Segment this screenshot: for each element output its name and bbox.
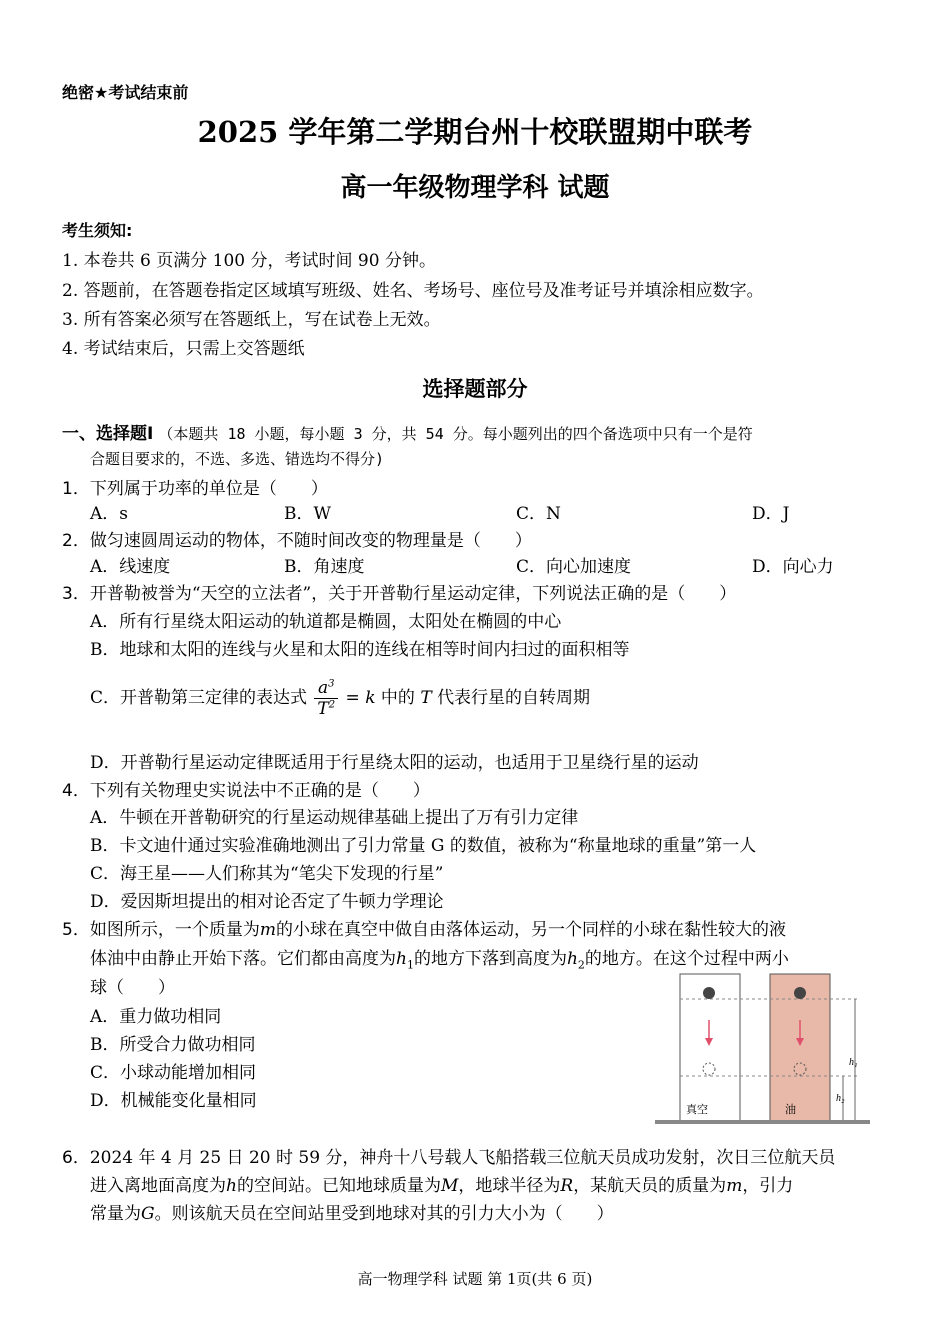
question-stem: 做匀速圆周运动的物体，不随时间改变的物理量是（ ）: [89, 531, 532, 551]
question-text: 的地方下落到高度为: [413, 949, 567, 969]
ball-vacuum: [703, 987, 715, 999]
question-text: 的小球在真空中做自由落体运动，另一个同样的小球在黏性较大的液: [275, 920, 786, 940]
option-c: C．海王星——人们称其为“笔尖下发现的行星”: [90, 864, 444, 884]
option-d: D．机械能变化量相同: [90, 1091, 257, 1111]
var-h: h: [226, 1176, 237, 1196]
exam-title: 2025 学年第二学期台州十校联盟期中联考: [197, 115, 753, 149]
question-number: 2．: [62, 531, 90, 551]
falling-ball-figure: [650, 968, 880, 1128]
option-d: D．开普勒行星运动定律既适用于行星绕太阳的运动，也适用于卫星绕行星的运动: [90, 753, 699, 773]
option-a: A．所有行星绕太阳运动的轨道都是椭圆，太阳处在椭圆的中心: [90, 612, 562, 632]
question-1: [62, 474, 328, 499]
ground: [655, 1120, 870, 1124]
option-c-text: 代表行星的自转周期: [437, 688, 591, 708]
question-5-line3: 球（ ）: [90, 978, 175, 998]
fraction-numerator: a: [318, 678, 329, 698]
question-stem: 下列属于功率的单位是（ ）: [89, 479, 328, 499]
question-6-line2: [90, 1171, 793, 1196]
option-c: C．小球动能增加相同: [90, 1063, 257, 1083]
option-b: B．角速度: [284, 557, 365, 577]
question-4: [62, 776, 430, 801]
part-header: [62, 419, 753, 444]
option-d: D．J: [752, 504, 790, 524]
fraction-denominator: T: [317, 699, 329, 719]
option-b: B．W: [284, 504, 331, 524]
option-a: A．s: [90, 504, 129, 524]
option-d: D．爱因斯坦提出的相对论否定了牛顿力学理论: [90, 892, 444, 912]
var-h: h: [566, 949, 578, 969]
option-c: C．向心加速度: [516, 557, 632, 577]
var-h: h: [396, 949, 407, 969]
oil-label: 油: [785, 1103, 796, 1116]
option-c-text: 中的: [380, 688, 415, 708]
question-text: 进入离地面高度为: [90, 1176, 226, 1196]
option-c: [90, 678, 590, 719]
vacuum-label: 真空: [686, 1103, 708, 1116]
question-2: [62, 526, 532, 551]
subscript: 1: [406, 958, 414, 972]
denominator-exponent: 2: [328, 699, 336, 711]
question-6-line3: [90, 1199, 614, 1224]
option-c-text: C．开普勒第三定律的表达式: [90, 688, 308, 708]
option-b: B．所受合力做功相同: [90, 1035, 256, 1055]
var-G: G: [141, 1204, 155, 1224]
question-text: 的空间站。已知地球质量为: [236, 1176, 441, 1196]
var-m: m: [259, 920, 276, 940]
question-text: 如图所示，一个质量为: [89, 920, 260, 940]
question-text: ，地球半径为: [458, 1176, 561, 1196]
page-footer: 高一物理学科 试题 第 1页(共 6 页): [357, 1270, 593, 1288]
question-text: 常量为: [90, 1204, 141, 1224]
question-text: 。则该航天员在空间站里受到地球对其的引力大小为（ ）: [154, 1204, 614, 1224]
h1-label: h₁: [849, 1057, 858, 1068]
question-stem: 下列有关物理史实说法中不正确的是（ ）: [89, 781, 430, 801]
var-M: M: [440, 1176, 459, 1196]
part-instruction: （本题共 18 小题，每小题 3 分，共 54 分。每小题列出的四个备选项中只有一个是符: [158, 425, 753, 443]
question-6: [62, 1143, 835, 1168]
question-text: 体油中由静止开始下落。它们都由高度为: [90, 949, 396, 969]
option-a: A．牛顿在开普勒研究的行星运动规律基础上提出了万有引力定律: [90, 808, 579, 828]
question-text: ，某航天员的质量为: [573, 1176, 727, 1196]
notice-item: 2. 答题前，在答题卷指定区域填写班级、姓名、考场号、座位号及准考证号并填涂相应数字。: [62, 281, 764, 301]
question-number: 6．: [62, 1148, 90, 1168]
h2-label: h₂: [836, 1093, 845, 1104]
kepler-fraction: [314, 678, 338, 719]
question-number: 4．: [62, 781, 90, 801]
question-5: [62, 915, 786, 940]
option-a: A．重力做功相同: [90, 1007, 222, 1027]
option-c: C．N: [516, 504, 561, 524]
var-m: m: [726, 1176, 743, 1196]
part-label: 一、选择题Ⅰ: [62, 424, 154, 444]
notice-item: 1. 本卷共 6 页满分 100 分，考试时间 90 分钟。: [62, 251, 436, 271]
numerator-exponent: 3: [328, 678, 335, 690]
subscript: 2: [577, 958, 585, 972]
question-3: [62, 579, 736, 604]
equals-k: = k: [345, 688, 376, 708]
question-number: 3．: [62, 584, 90, 604]
notice-heading: 考生须知:: [62, 221, 133, 240]
section-title: 选择题部分: [422, 376, 528, 401]
option-b: B．地球和太阳的连线与火星和太阳的连线在相等时间内扫过的面积相等: [90, 640, 630, 660]
question-number: 5．: [62, 920, 90, 940]
confidential-mark: 绝密★考试结束前: [62, 83, 189, 102]
exam-subtitle: 高一年级物理学科 试题: [340, 173, 610, 203]
option-d: D．向心力: [752, 557, 834, 577]
question-text: 的地方。在这个过程中两小: [584, 949, 789, 969]
notice-item: 3. 所有答案必须写在答题纸上，写在试卷上无效。: [62, 310, 441, 330]
option-a: A．线速度: [90, 557, 171, 577]
question-text: ，引力: [742, 1176, 794, 1196]
ball-oil: [794, 987, 806, 999]
question-number: 1．: [62, 479, 90, 499]
question-text: 2024 年 4 月 25 日 20 时 59 分，神舟十八号载人飞船搭载三位航天员成功发射，次日三位航天员: [89, 1148, 836, 1168]
variable-t: T: [420, 688, 432, 708]
var-R: R: [560, 1176, 574, 1196]
option-b: B．卡文迪什通过实验准确地测出了引力常量 G 的数值，被称为“称量地球的重量”第一人: [90, 836, 757, 856]
part-instruction-cont: 合题目要求的，不选、多选、错选均不得分): [90, 450, 385, 468]
question-stem: 开普勒被誉为“天空的立法者”，关于开普勒行星运动定律，下列说法正确的是（ ）: [89, 584, 737, 604]
notice-item: 4. 考试结束后，只需上交答题纸: [62, 339, 305, 359]
